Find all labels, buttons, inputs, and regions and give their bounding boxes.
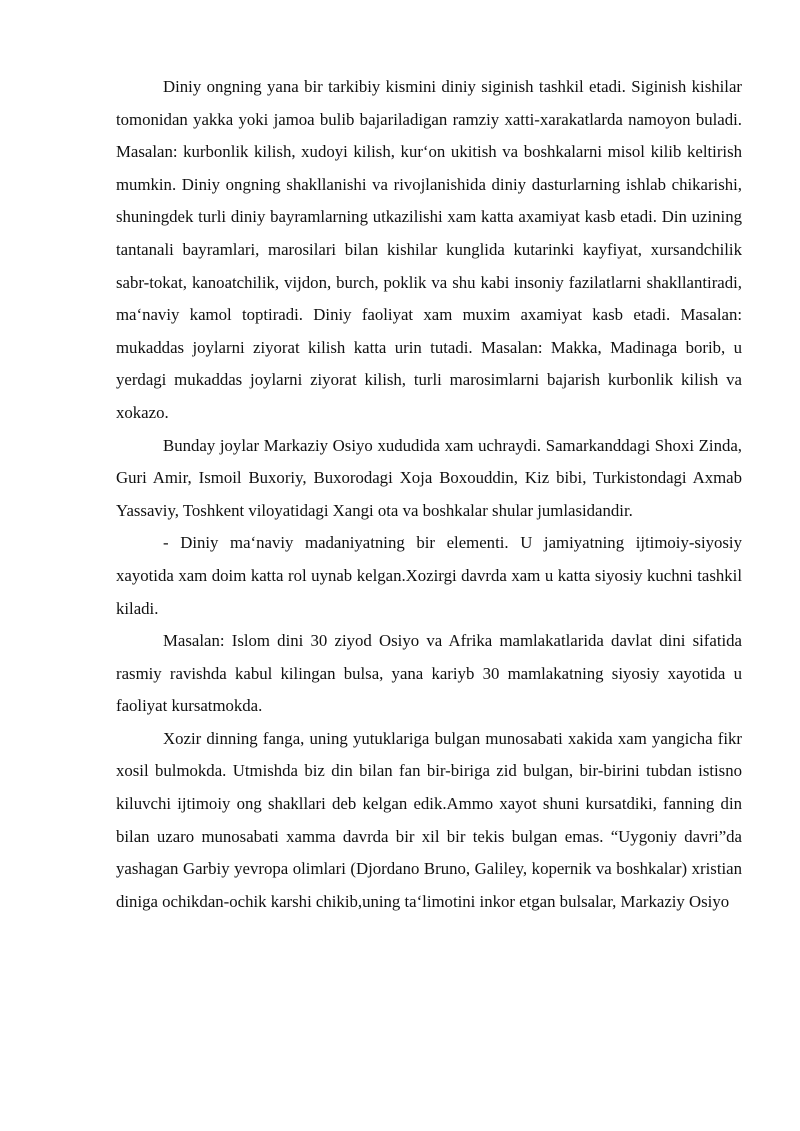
paragraph-religious-worship: Diniy ongning yana bir tarkibiy kismini diniy siginish tashkil etadi. Siginish kishilar tomonidan yakka yoki jamoa bulib bajariladigan ramziy xatti-xarakatlarda namoyon buladi. Masalan: kurbonlik kilish, xudoyi kilish, kur‘on ukitish va boshkalarni misol kilib keltirish mumkin. Diniy ongning shakllanishi va rivojlanishida diniy dasturlarning ishlab chikarishi, shuningdek turli diniy bayramlarning utkazilishi xam katta axamiyat kasb etadi. Din uzining tantanali bayramlari, marosilari bilan kishilar kunglida kutarinki kayfiyat, xursandchilik sabr-tokat, kanoatchilik, vijdon, burch, poklik va shu kabi insoniy fazilatlarni shakllantiradi, ma‘naviy kamol toptiradi. Diniy faoliyat xam muxim axamiyat kasb etadi. Masalan: mukaddas joylarni ziyorat kilish katta urin tutadi. Masalan: Makka, Madinaga borib, u yerdagi mukaddas joylarni ziyorat kilish, turli marosimlarni bajarish kurbonlik kilish va xokazo. bbox=[116, 77, 742, 422]
document-page bbox=[116, 71, 742, 918]
paragraph-islam-state-religion: Masalan: Islom dini 30 ziyod Osiyo va Afrika mamlakatlarida davlat dini sifatida rasmiy ravishda kabul kilingan bulsa, yana kariyb 30 mamlakatning siyosiy xayotida u faoliyat kursatmokda. bbox=[116, 631, 742, 716]
paragraph-spiritual-culture: - Diniy ma‘naviy madaniyatning bir elementi. U jamiyatning ijtimoiy-siyosiy xayotida xam doim katta rol uynab kelgan.Xozirgi davrda xam u katta siyosiy kuchni tashkil kiladi. bbox=[116, 533, 742, 618]
paragraph-religion-and-science: Xozir dinning fanga, uning yutuklariga bulgan munosabati xakida xam yangicha fikr xosil bulmokda. Utmishda biz din bilan fan bir-biriga zid bulgan, bir-birini tubdan istisno kiluvchi ijtimoiy ong shakllari deb kelgan edik.Ammo xayot shuni kursatdiki, fanning din bilan uzaro munosabati xamma davrda bir xil bir tekis bulgan emas. “Uygoniy davri”da yashagan Garbiy yevropa olimlari (Djordano Bruno, Galiley, kopernik va boshkalar) xristian diniga ochikdan-ochik karshi chikib,uning ta‘limotini inkor etgan bulsalar, Markaziy Osiyo bbox=[116, 728, 742, 911]
paragraph-sacred-places: Bunday joylar Markaziy Osiyo xududida xam uchraydi. Samarkanddagi Shoxi Zinda, Guri Amir, Ismoil Buxoriy, Buxorodagi Xoja Boxouddin, Kiz bibi, Turkistondagi Axmab Yassaviy, Toshkent viloyatidagi Xangi ota va boshkalar shular jumlasidandir. bbox=[116, 435, 742, 520]
